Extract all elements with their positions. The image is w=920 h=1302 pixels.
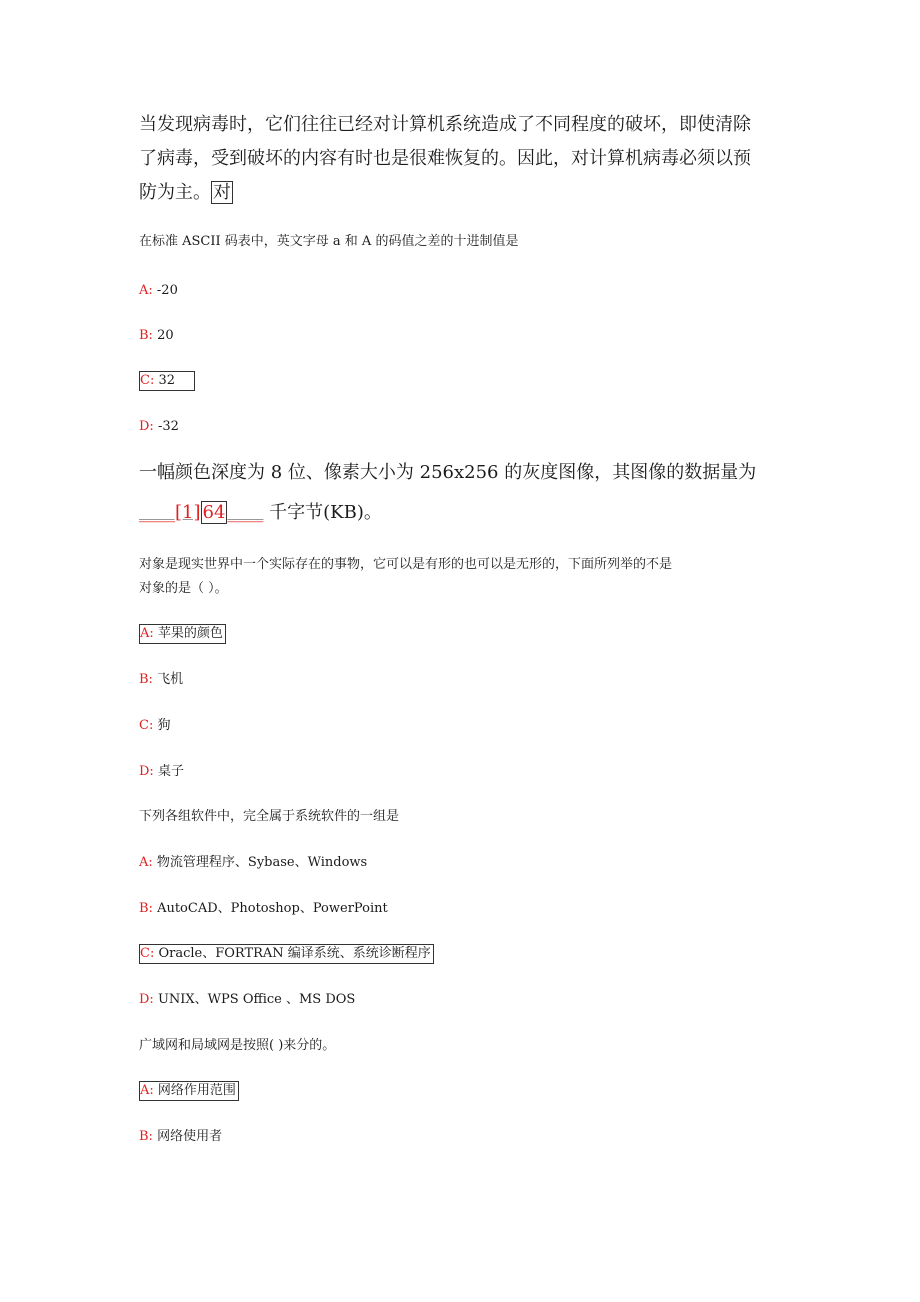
option-text: 20 — [152, 328, 174, 343]
option-letter: A: — [139, 283, 153, 298]
q5-option-c-correct — [139, 944, 434, 964]
q2-option-c-correct — [139, 371, 195, 391]
q2-stem: 在标准 ASCII 码表中，英文字母 a 和 A 的码值之差的十进制值是 — [139, 234, 519, 249]
q4-option-a-correct — [139, 624, 226, 644]
q6-option-a-correct — [139, 1081, 239, 1101]
q3-text — [139, 456, 756, 530]
q4-line-1: 对象是现实世界中一个实际存在的事物，它可以是有形的也可以是无形的，下面所列举的不是 — [139, 557, 673, 572]
option-letter: D: — [139, 764, 154, 779]
option-letter: D: — [139, 992, 154, 1007]
option-text: 桌子 — [153, 764, 184, 779]
q2-option-a — [139, 281, 178, 301]
option-text: 网络作用范围 — [153, 1083, 236, 1098]
option-text: -32 — [153, 419, 179, 434]
correct-answer-box — [139, 1081, 239, 1101]
q6-stem: 广域网和局域网是按照( )来分的。 — [139, 1038, 336, 1053]
option-letter: D: — [139, 419, 154, 434]
q3-blank-prefix: ____[1] — [139, 502, 201, 523]
q3-blank-suffix: ____ — [227, 502, 264, 523]
q2-option-b — [139, 326, 174, 346]
correct-answer-box — [139, 944, 434, 964]
q3-tail: 千字节(KB)。 — [263, 502, 382, 523]
q4-option-d — [139, 762, 184, 782]
q4-option-b — [139, 670, 183, 690]
option-letter: B: — [139, 328, 153, 343]
q4-stem — [139, 553, 672, 601]
option-letter: A: — [140, 626, 154, 641]
option-letter: C: — [140, 373, 155, 388]
q5-option-d — [139, 990, 355, 1010]
correct-answer-box — [139, 624, 226, 644]
q5-option-a — [139, 853, 367, 873]
correct-answer-box — [139, 371, 195, 391]
option-text: 网络使用者 — [152, 1129, 223, 1144]
q1-line-2: 了病毒，受到破坏的内容有时也是很难恢复的。因此，对计算机病毒必须以预 — [139, 148, 751, 169]
q6-option-b — [139, 1127, 222, 1147]
option-letter: B: — [139, 1129, 153, 1144]
q1-line-3-text: 防为主。 — [139, 182, 211, 203]
option-letter: A: — [140, 1083, 154, 1098]
q2-option-d — [139, 417, 179, 437]
option-text: UNIX、WPS Office 、MS DOS — [153, 992, 356, 1007]
option-text: -20 — [152, 283, 178, 298]
option-letter: B: — [139, 672, 153, 687]
option-text: 狗 — [153, 718, 171, 733]
option-text: 飞机 — [152, 672, 184, 687]
q1-text — [139, 108, 751, 210]
q1-answer-box: 对 — [213, 182, 231, 203]
q3-answer-box: 64 — [202, 502, 226, 523]
option-text: Oracle、FORTRAN 编译系统、系统诊断程序 — [154, 946, 431, 961]
option-text: 物流管理程序、Sybase、Windows — [152, 855, 368, 870]
q5-stem: 下列各组软件中，完全属于系统软件的一组是 — [139, 809, 400, 824]
option-letter: C: — [140, 946, 155, 961]
q3-line-1: 一幅颜色深度为 8 位、像素大小为 256x256 的灰度图像，其图像的数据量为 — [139, 462, 757, 483]
q3-line-2 — [139, 496, 756, 530]
q1-line-3 — [139, 176, 751, 210]
q1-line-1: 当发现病毒时，它们往往已经对计算机系统造成了不同程度的破坏，即使清除 — [139, 114, 751, 135]
q4-line-2: 对象的是（ ）。 — [139, 581, 228, 596]
option-text: AutoCAD、Photoshop、PowerPoint — [152, 901, 388, 916]
q5-option-b — [139, 899, 388, 919]
option-letter: A: — [139, 855, 153, 870]
option-letter: B: — [139, 901, 153, 916]
option-text: 苹果的颜色 — [153, 626, 223, 641]
option-letter: C: — [139, 718, 154, 733]
option-text: 32 — [154, 373, 176, 388]
q4-option-c — [139, 716, 170, 736]
